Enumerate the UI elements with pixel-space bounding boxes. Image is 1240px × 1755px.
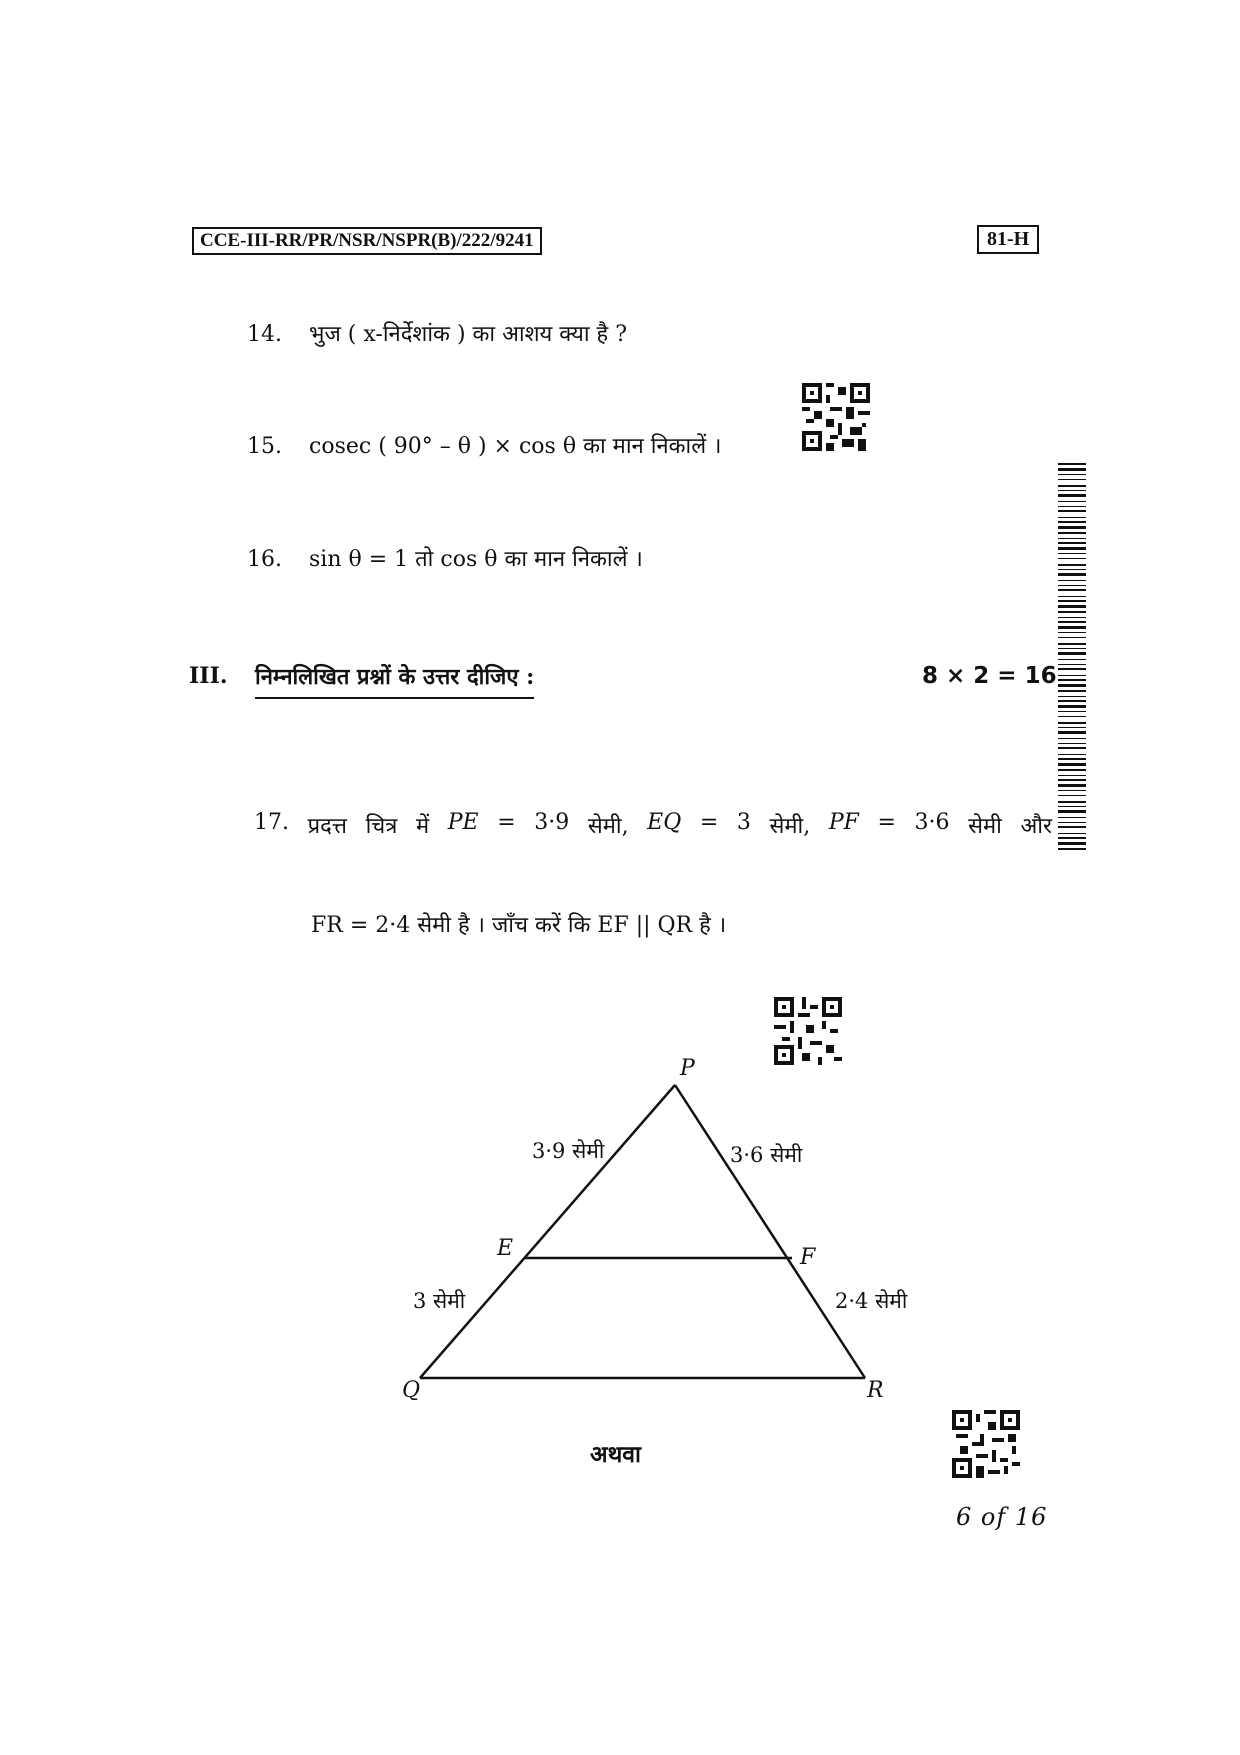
question-15 <box>247 430 721 460</box>
question-number: 17. <box>254 810 289 835</box>
qr-code-3 <box>952 1410 1020 1478</box>
label-pf: 3·6 सेमी <box>730 1143 803 1167</box>
barcode-bar <box>1058 684 1086 687</box>
barcode-bar <box>1058 569 1086 570</box>
barcode-bar <box>1058 553 1086 554</box>
barcode-bar <box>1058 842 1086 845</box>
question-16 <box>247 543 643 573</box>
barcode-bar <box>1058 690 1086 692</box>
q17-word: में <box>416 814 430 839</box>
barcode-bar <box>1058 573 1086 576</box>
q17-word: प्रदत्त <box>307 814 347 839</box>
barcode-bar <box>1058 754 1086 755</box>
q17-word: PF <box>828 810 859 835</box>
q17-word: सेमी <box>968 814 1002 839</box>
q17-word: सेमी, <box>769 814 811 839</box>
barcode-bar <box>1058 700 1086 702</box>
barcode-bar <box>1058 632 1086 633</box>
section-number: III. <box>189 663 228 689</box>
question-number: 14. <box>247 322 282 347</box>
barcode-bar <box>1058 833 1086 834</box>
q17-word: = <box>877 810 896 835</box>
vertex-q: Q <box>402 1378 421 1400</box>
question-text: cosec ( 90° – θ ) × cos θ का मान निकालें । <box>309 434 722 459</box>
barcode-bar <box>1058 611 1086 613</box>
barcode-bar <box>1058 731 1086 734</box>
label-eq: 3 सेमी <box>413 1289 466 1313</box>
paper-code: 81-H <box>977 225 1039 254</box>
barcode-bar <box>1058 501 1086 502</box>
barcode-bar <box>1058 801 1086 803</box>
q17-word: EQ <box>647 810 682 835</box>
barcode-bar <box>1058 763 1086 766</box>
q17-word: चित्र <box>365 814 398 839</box>
side-pr <box>675 1085 865 1378</box>
barcode-bar <box>1058 585 1086 586</box>
barcode-bar <box>1058 468 1086 471</box>
barcode-bar <box>1058 490 1086 491</box>
label-fr: 2·4 सेमी <box>835 1289 908 1313</box>
q17-word: 3·6 <box>914 810 950 835</box>
barcode-bar <box>1058 826 1086 828</box>
barcode-bar <box>1058 810 1086 813</box>
barcode-bar <box>1058 758 1086 760</box>
barcode-bar <box>1058 532 1086 534</box>
barcode-bar <box>1058 775 1086 776</box>
barcode-bar <box>1058 659 1086 660</box>
barcode-bar <box>1058 621 1086 623</box>
barcode-bar <box>1058 463 1086 465</box>
vertex-e: E <box>497 1236 514 1261</box>
barcode-bar <box>1058 558 1086 559</box>
barcode-bar <box>1058 506 1086 507</box>
barcode-bar <box>1058 696 1086 697</box>
barcode-bar <box>1058 664 1086 665</box>
vertex-r: R <box>867 1378 884 1400</box>
question-14 <box>247 318 627 348</box>
barcode-bar <box>1058 479 1086 480</box>
barcode-bar <box>1058 769 1086 771</box>
barcode-bar <box>1058 806 1086 807</box>
barcode-bar <box>1058 538 1086 539</box>
barcode-bar <box>1058 822 1086 823</box>
q17-word: 3·9 <box>534 810 570 835</box>
barcode-bar <box>1058 743 1086 744</box>
barcode-bar <box>1058 580 1086 581</box>
barcode-bar <box>1058 510 1086 512</box>
question-number: 16. <box>247 547 282 572</box>
barcode-bar <box>1058 485 1086 487</box>
barcode-bar <box>1058 779 1086 781</box>
barcode-bar <box>1058 795 1086 796</box>
barcode-strip <box>1058 463 1086 853</box>
question-17-line2: FR = 2·4 सेमी है । जाँच करें कि EF || QR है । <box>311 913 727 938</box>
barcode-bar <box>1058 711 1086 712</box>
q17-word: सेमी, <box>587 814 629 839</box>
barcode-bar <box>1058 652 1086 655</box>
barcode-bar <box>1058 564 1086 566</box>
barcode-bar <box>1058 474 1086 475</box>
q17-word: 3 <box>736 810 751 835</box>
barcode-bar <box>1058 738 1086 739</box>
barcode-bar <box>1058 716 1086 717</box>
barcode-bar <box>1058 675 1086 676</box>
barcode-bar <box>1058 526 1086 529</box>
section-title: निम्नलिखित प्रश्नों के उत्तर दीजिए : <box>255 661 534 699</box>
or-text: अथवा <box>590 1441 642 1468</box>
barcode-bar <box>1058 600 1086 602</box>
barcode-bar <box>1058 790 1086 791</box>
barcode-bar <box>1058 668 1086 670</box>
qr-code-1 <box>802 383 870 451</box>
barcode-bar <box>1058 589 1086 591</box>
barcode-bar <box>1058 494 1086 497</box>
barcode-bar <box>1058 605 1086 608</box>
q17-word: = <box>699 810 719 835</box>
barcode-bar <box>1058 679 1086 681</box>
barcode-bar <box>1058 705 1086 708</box>
barcode-bar <box>1058 517 1086 518</box>
triangle-figure <box>380 1040 940 1400</box>
barcode-bar <box>1058 617 1086 618</box>
barcode-bar <box>1058 727 1086 728</box>
barcode-bar <box>1058 722 1086 724</box>
q17-word: = <box>497 810 516 835</box>
question-number: 15. <box>247 434 282 459</box>
question-text: sin θ = 1 तो cos θ का मान निकालें । <box>309 547 643 572</box>
barcode-bar <box>1058 521 1086 523</box>
vertex-p: P <box>680 1056 695 1081</box>
vertex-f: F <box>800 1245 816 1270</box>
question-text: भुज ( x-निर्देशांक ) का आशय क्या है ? <box>309 322 628 347</box>
barcode-bar <box>1058 784 1086 787</box>
question-17-line1 <box>254 810 1052 840</box>
barcode-bar <box>1058 837 1086 839</box>
exam-code: CCE-III-RR/PR/NSR/NSPR(B)/222/9241 <box>192 227 542 255</box>
barcode-bar <box>1058 648 1086 649</box>
side-pq <box>420 1085 675 1378</box>
q17-word: और <box>1020 814 1052 839</box>
page-number: 6 of 16 <box>956 1503 1048 1531</box>
barcode-bar <box>1058 626 1086 629</box>
barcode-bar <box>1058 542 1086 544</box>
barcode-bar <box>1058 596 1086 597</box>
barcode-bar <box>1058 817 1086 818</box>
barcode-bar <box>1058 547 1086 550</box>
barcode-bar <box>1058 747 1086 749</box>
label-pe: 3·9 सेमी <box>532 1139 605 1163</box>
q17-word: PE <box>447 810 479 835</box>
section-marks: 8 × 2 = 16 <box>922 663 1057 689</box>
barcode-bar <box>1058 848 1086 850</box>
barcode-bar <box>1058 643 1086 645</box>
barcode-bar <box>1058 637 1086 638</box>
